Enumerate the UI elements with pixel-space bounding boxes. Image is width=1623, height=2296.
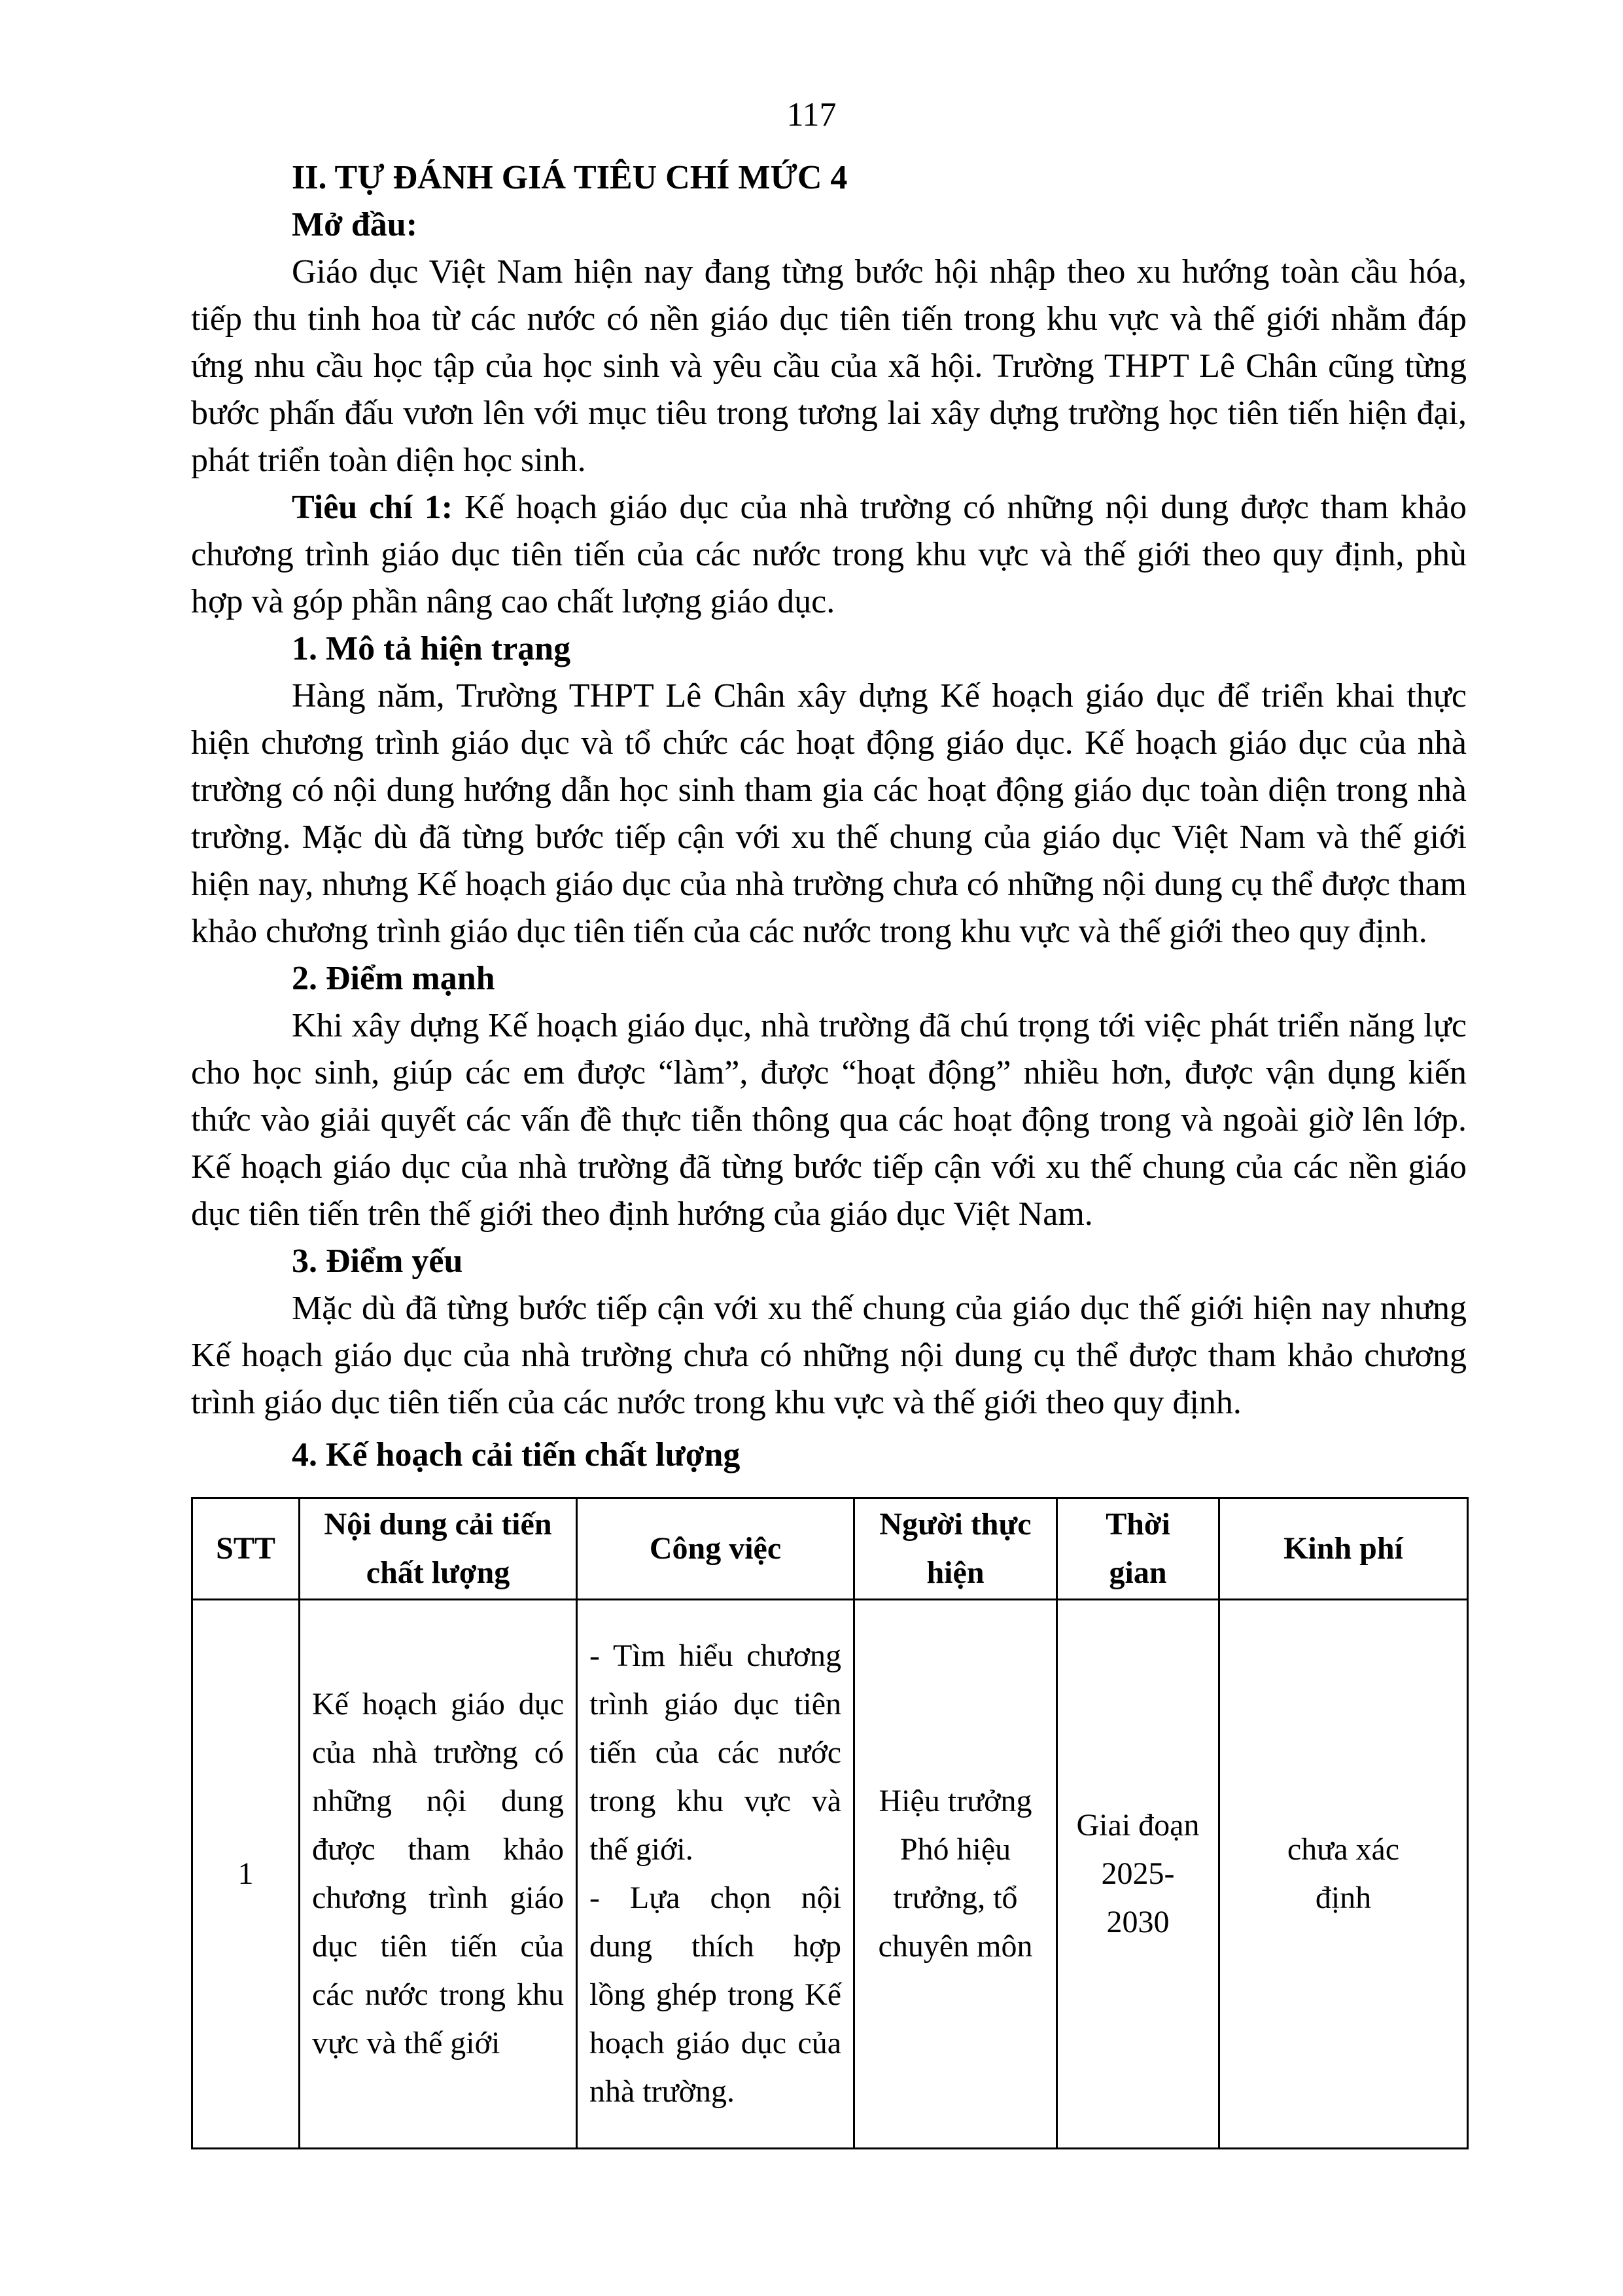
section-heading: 1. Mô tả hiện trạng [292,630,571,667]
section-paragraph: Mặc dù đã từng bước tiếp cận với xu thế chung của giáo dục thế giới hiện nay nhưng Kế hoạch giáo dục của nhà trường chưa có những nội dung cụ thể được tham khảo chương trình giáo dục tiên tiến của các nước trong khu vực và thế giới theo quy định. [191,1290,1467,1421]
section-paragraph: Khi xây dựng Kế hoạch giáo dục, nhà trường đã chú trọng tới việc phát triển năng lực cho học sinh, giúp các em được “làm”, được “hoạt động” nhiều hơn, được vận dụng kiến thức vào giải quyết các vấn đề thực tiễn thông qua các hoạt động trong và ngoài giờ lên lớp. Kế hoạch giáo dục của nhà trường đã từng bước tiếp cận với xu thế chung của các nền giáo dục tiên tiến trên thế giới theo định hướng của giáo dục Việt Nam. [191,1007,1467,1233]
header-executor: Người thực hiện [854,1498,1057,1600]
intro-heading: Mở đầu: [292,206,418,243]
header-tasks: Công việc [577,1498,854,1600]
criterion-label: Tiêu chí 1: [292,489,453,526]
section-heading: 3. Điểm yếu [292,1243,463,1280]
header-stt: STT [192,1498,300,1600]
cell-time: Giai đoạn 2025- 2030 [1057,1600,1219,2149]
section-title: II. TỰ ĐÁNH GIÁ TIÊU CHÍ MỨC 4 [292,159,848,196]
document-body [191,154,1467,1479]
intro-paragraph: Giáo dục Việt Nam hiện nay đang từng bước hội nhập theo xu hướng toàn cầu hóa, tiếp thu tinh hoa từ các nước có nền giáo dục tiên tiến trong khu vực và thế giới nhằm đáp ứng nhu cầu học tập của học sinh và yêu cầu của xã hội. Trường THPT Lê Chân cũng từng bước phấn đấu vươn lên với mục tiêu trong tương lai xây dựng trường học tiên tiến hiện đại, phát triển toàn diện học sinh. [191,253,1467,479]
header-budget: Kinh phí [1219,1498,1468,1600]
cell-content: Kế hoạch giáo dục của nhà trường có những nội dung được tham khảo chương trình giáo dục tiên tiến của các nước trong khu vực và thế giới [300,1600,577,2149]
cell-stt: 1 [192,1600,300,2149]
table-row [192,1600,1468,2149]
header-content: Nội dung cải tiến chất lượng [300,1498,577,1600]
section-paragraph: Hàng năm, Trường THPT Lê Chân xây dựng Kế hoạch giáo dục để triển khai thực hiện chương trình giáo dục và tổ chức các hoạt động giáo dục. Kế hoạch giáo dục của nhà trường có nội dung hướng dẫn học sinh tham gia các hoạt động giáo dục toàn diện trong nhà trường. Mặc dù đã từng bước tiếp cận với xu thế chung của giáo dục Việt Nam và thế giới hiện nay, nhưng Kế hoạch giáo dục của nhà trường chưa có những nội dung cụ thể được tham khảo chương trình giáo dục tiên tiến của các nước trong khu vực và thế giới theo quy định. [191,677,1467,950]
criterion-text: Kế hoạch giáo dục của nhà trường có những nội dung được tham khảo chương trình giáo dục tiên tiến của các nước trong khu vực và thế giới theo quy định, phù hợp và góp phần nâng cao chất lượng giáo dục. [191,489,1467,620]
cell-executor: Hiệu trưởng Phó hiệu trưởng, tổ chuyên môn [854,1600,1057,2149]
table-header-row [192,1498,1468,1600]
plan-heading: 4. Kế hoạch cải tiến chất lượng [292,1436,741,1474]
cell-budget: chưa xác định [1219,1600,1468,2149]
header-time: Thời gian [1057,1498,1219,1600]
section-heading: 2. Điểm mạnh [292,960,495,997]
page-number: 117 [786,96,837,133]
cell-tasks: - Tìm hiểu chương trình giáo dục tiên tiến của các nước trong khu vực và thế giới. - Lựa chọn nội dung thích hợp lồng ghép trong Kế hoạch giáo dục của nhà trường. [577,1600,854,2149]
criterion-paragraph [191,484,1467,626]
improvement-plan-table [191,1497,1469,2149]
